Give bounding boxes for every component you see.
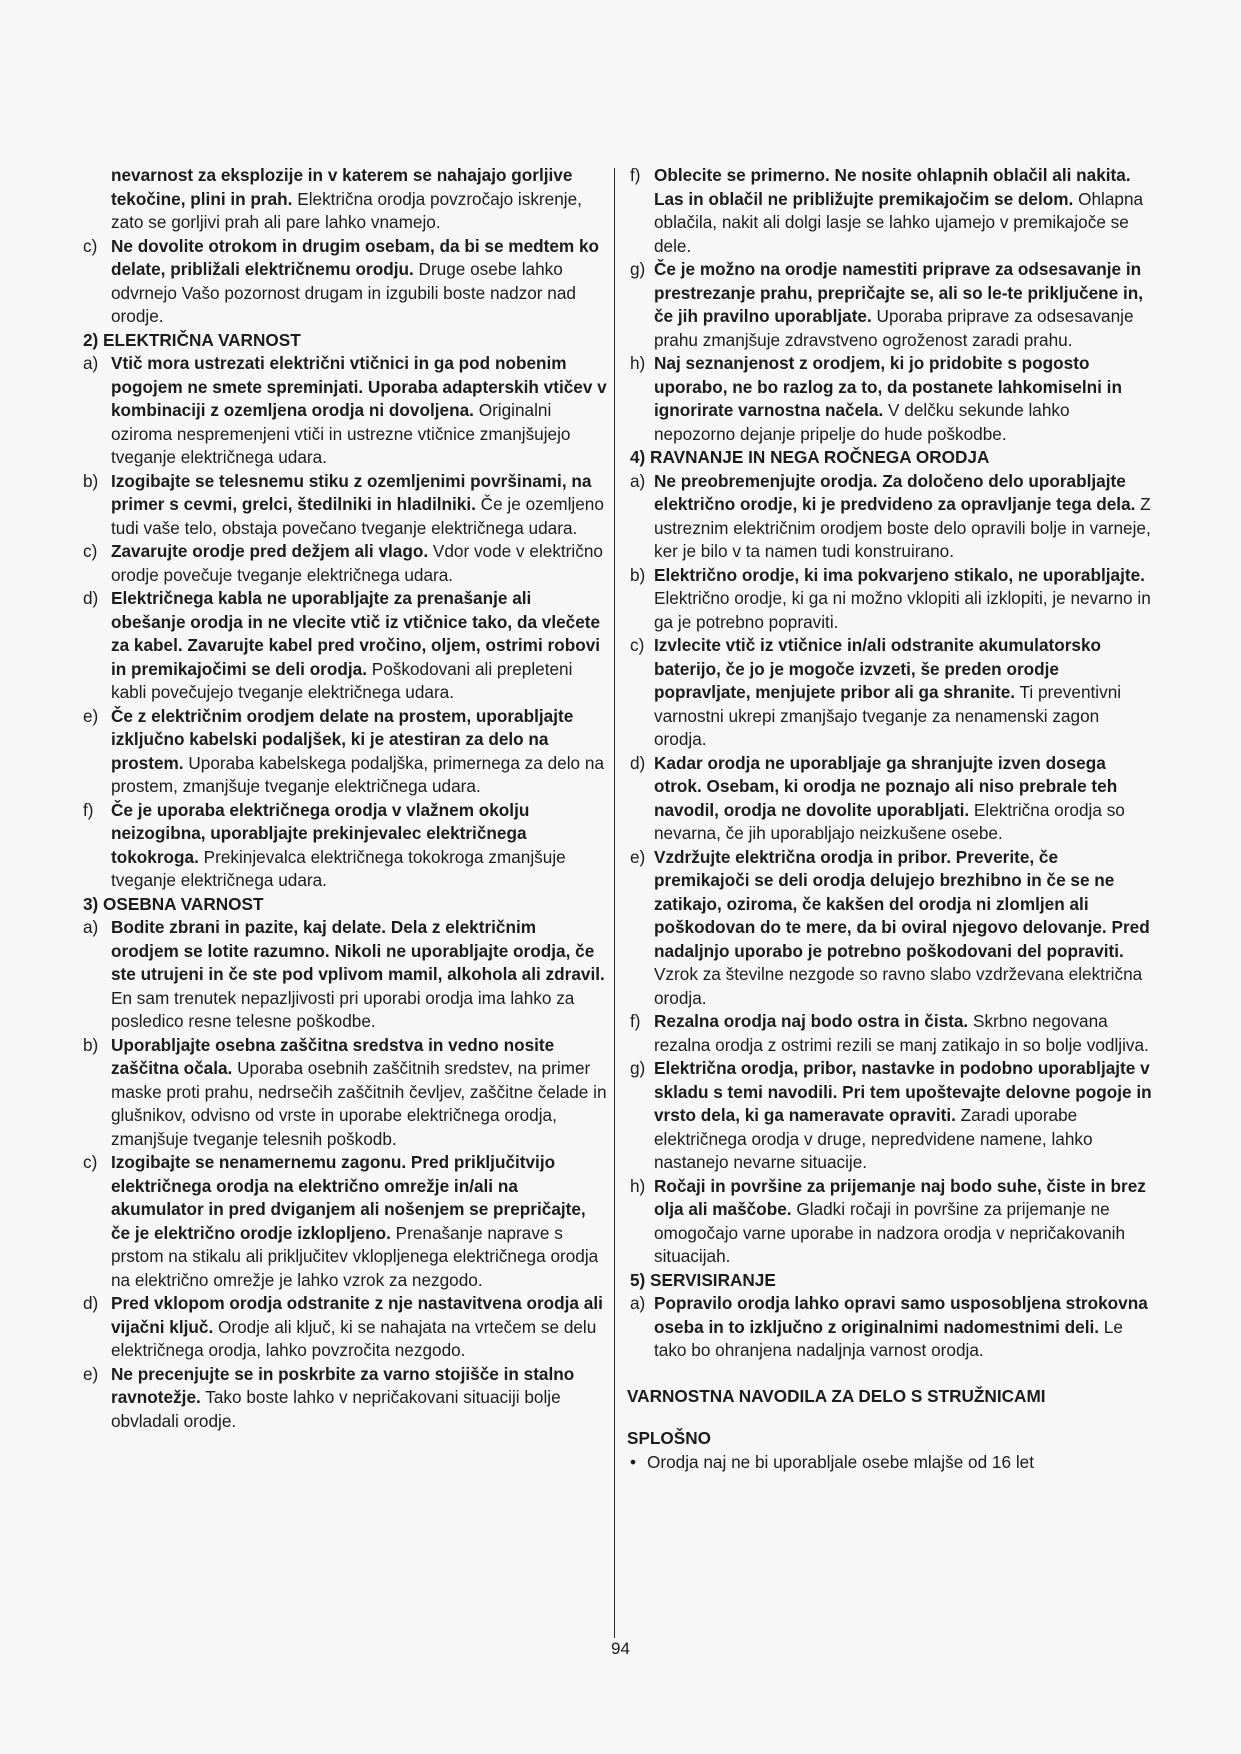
list-item-3e: e) Ne precenjujte se in poskrbite za varno stojišče in stalno ravnotežje. Tako boste lahko v nepričakovani situaciji bolje obvladali orodje. [83,1363,575,1431]
list-item-2d: d) Električnega kabla ne uporabljajte za prenašanje ali obešanje orodja in ne vlecite vtič iz vtičnice tako, da vlečete za kabel. Zavarujte kabel pred vročino, oljem, ostrimi robovi in premikajočimi se deli orodja. Poškodovani ali prepleteni kabli povečujejo tveganje električnega udara. [83,588,601,702]
bullet-item: • Orodja naj ne bi uporabljale osebe mlajše od 16 let [627,1451,1152,1475]
list-item-3f: f) Oblecite se primerno. Ne nosite ohlapnih oblačil ali nakita. Las in oblačil ne približujte premikajočim se delom. Ohlapna oblačila, nakit ali dolgi lasje se lahko ujamejo v premikajoče se dele. [630,165,1144,256]
list-item-4a: a) Ne preobremenjujte orodja. Za določeno delo uporabljajte električno orodje, ki je predvideno za opravljanje tega dela. Z ustreznim električnim orodjem boste delo opravili bolje in varneje, ker je bilo v ta namen tudi konstruirano. [630,470,1151,561]
section-heading-tool-care: 4) RAVNANJE IN NEGA ROČNEGA ORODJA [630,447,990,467]
section-heading-servicing: 5) SERVISIRANJE [630,1269,776,1290]
list-item-4e: e) Vzdržujte električna orodja in pribor. Preverite, če premikajoči se deli orodja delujejo brezhibno in če se ne zatikajo, oziroma, če kakšen del orodja ni zlomljen ali poškodovan do te mere, da bi oviral njegovo delovanje. Pred nadaljnjo uporabo je potrebno poškodovani del popraviti. Vzrok za številne nezgode so ravno slabo vzdrževana električna orodja. [630,846,1150,1008]
bullet-dot-icon: • [630,1451,637,1472]
section-heading-personal-safety: 3) OSEBNA VARNOST [83,893,264,914]
list-item-2f: f) Če je uporaba električnega orodja v vlažnem okolju neizogibna, uporabljajte prekinjevalec električnega tokokroga. Prekinjevalca električnega tokokroga zmanjšuje tveganje električnega udara. [83,799,566,890]
page-number: 94 [611,1639,630,1658]
list-item-4c: c) Izvlecite vtič iz vtičnice in/ali odstranite akumulatorsko baterijo, če jo je mogoče izvzeti, še preden orodje popravljate, menjujete pribor ali ga shranite. Ti preventivni varnostni ukrepi zmanjšajo tveganje za nenamenski zagon orodja. [630,635,1122,749]
section-title-lathe-safety: VARNOSTNA NAVODILA ZA DELO S STRUŽNICAMI [627,1385,1046,1406]
section-heading-electrical-safety: 2) ELEKTRIČNA VARNOST [83,329,301,350]
list-item-3b: b) Uporabljajte osebna zaščitna sredstva in vedno nosite zaščitna očala. Uporaba osebnih zaščitnih sredstev, na primer maske proti prahu, nedrsečih zaščitnih čevljev, zaščitne čelade in glušnikov, odvisno od vrste in uporabe električnega orodja, zmanjšuje tveganje telesnih poškodb. [83,1034,607,1149]
list-item-2a: a) Vtič mora ustrezati električni vtičnici in ga pod nobenim pogojem ne smete spreminjati. Uporaba adapterskih vtičev v kombinaciji z ozemljena orodja ni dovoljena. Originalni oziroma nespremenjeni vtiči in ustrezne vtičnice zmanjšujejo tveganje električnega udara. [83,353,607,467]
list-item-2e: e) Če z električnim orodjem delate na prostem, uporabljajte izključno kabelski podaljšek, ki je atestiran za delo na prostem. Uporaba kabelskega podaljška, primernega za delo na prostem, zmanjšuje tveganje električnega udara. [83,705,604,796]
list-item-4b: b) Električno orodje, ki ima pokvarjeno stikalo, ne uporabljajte. Električno orodje, ki ga ni možno vklopiti ali izklopiti, je nevarno in ga je potrebno popraviti. [630,564,1151,632]
list-item-c: c) Ne dovolite otrokom in drugim osebam, da bi se medtem ko delate, približali električnemu orodju. Druge osebe lahko odvrnejo Vašo pozornost drugam in izgubili boste nadzor nad orodje. [83,235,600,326]
list-item-4d: d) Kadar orodja ne uporabljaje ga shranjujte izven dosega otrok. Osebam, ki orodja ne poznajo ali niso prebrale teh navodil, orodja ne dovolite uporabljati. Električna orodja so nevarna, če jih uporabljajo neizkušene osebe. [630,752,1125,843]
list-item-4f: f) Rezalna orodja naj bodo ostra in čista. Skrbno negovana rezalna orodja z ostrimi rezili se manj zatikajo in so bolje vodljiva. [630,1011,1149,1055]
list-item-4g: g) Električna orodja, pribor, nastavke in podobno uporabljajte v skladu s temi navodili. Pri tem upoštevajte delovne pogoje in vrsto dela, ki ga nameravate opraviti. Zaradi uporabe električnega orodja v druge, nepredvidene namene, lahko nastanejo nevarne situacije. [630,1058,1152,1172]
list-item-3a: a) Bodite zbrani in pazite, kaj delate. Dela z električnim orodjem se lotite razumno. Nikoli ne uporabljajte orodja, če ste utrujeni in če ste pod vplivom mamil, alkohola ali zdravil. En sam trenutek nepazljivosti pri uporabi orodja ima lahko za posledico resne telesne poškodbe. [83,917,605,1031]
left-column [80,164,608,1433]
list-item-3d: d) Pred vklopom orodja odstranite z nje nastavitvena orodja ali vijačni ključ. Orodje ali ključ, ki se nahajata na vrtečem se delu električnega orodja, lahko povzročita nezgodo. [83,1293,603,1360]
right-column [627,164,1152,1474]
list-item-2b: b) Izogibajte se telesnemu stiku z ozemljenimi površinami, na primer s cevmi, grelci, štedilniki in hladilniki. Če je ozemljeno tudi vaše telo, obstaja povečano tveganje električnega udara. [83,470,604,538]
subsection-title-general: SPLOŠNO [627,1428,712,1448]
list-item-3h: h) Naj seznanjenost z orodjem, ki jo pridobite s pogosto uporabo, ne bo razlog za to, da postanete lahkomiselni in ignorirate varnostna načela. V delčku sekunde lahko nepozorno dejanje pripelje do hude poškodbe. [630,353,1122,444]
intro-paragraph: nevarnost za eksplozije in v katerem se nahajajo gorljive tekočine, plini in prah. Električna orodja povzročajo iskrenje, zato se gorljivi prah ali pare lahko vnamejo. [111,165,582,232]
column-divider [614,168,615,1638]
list-item-3c: c) Izogibajte se nenamernemu zagonu. Pred priključitvijo električnega orodja na električno omrežje in/ali na akumulator in pred dviganjem ali nošenjem se prepričajte, če je električno orodje izklopljeno. Prenašanje naprave s prstom na stikalu ali priključitev vklopljenega električnega orodja na električno omrežje je lahko vzrok za nezgodo. [83,1152,599,1290]
list-item-5a: a) Popravilo orodja lahko opravi samo usposobljena strokovna oseba in to izključno z originalnimi nadomestnimi deli. Le tako bo ohranjena nadaljnja varnost orodja. [630,1293,1148,1360]
list-item-4h: h) Ročaji in površine za prijemanje naj bodo suhe, čiste in brez olja ali maščobe. Gladki ročaji in površine za prijemanje ne omogočajo varne uporabe in nadzora orodja v nepričakovanih situacijah. [630,1175,1146,1266]
list-item-2c: c) Zavarujte orodje pred dežjem ali vlago. Vdor vode v električno orodje povečuje tveganje električnega udara. [83,541,603,585]
list-item-3g: g) Če je možno na orodje namestiti priprave za odsesavanje in prestrezanje prahu, prepričajte se, ali so le-te priključene in, če jih pravilno uporabljate. Uporaba priprave za odsesavanje prahu zmanjšuje zdravstveno ogroženost zaradi prahu. [630,259,1144,350]
